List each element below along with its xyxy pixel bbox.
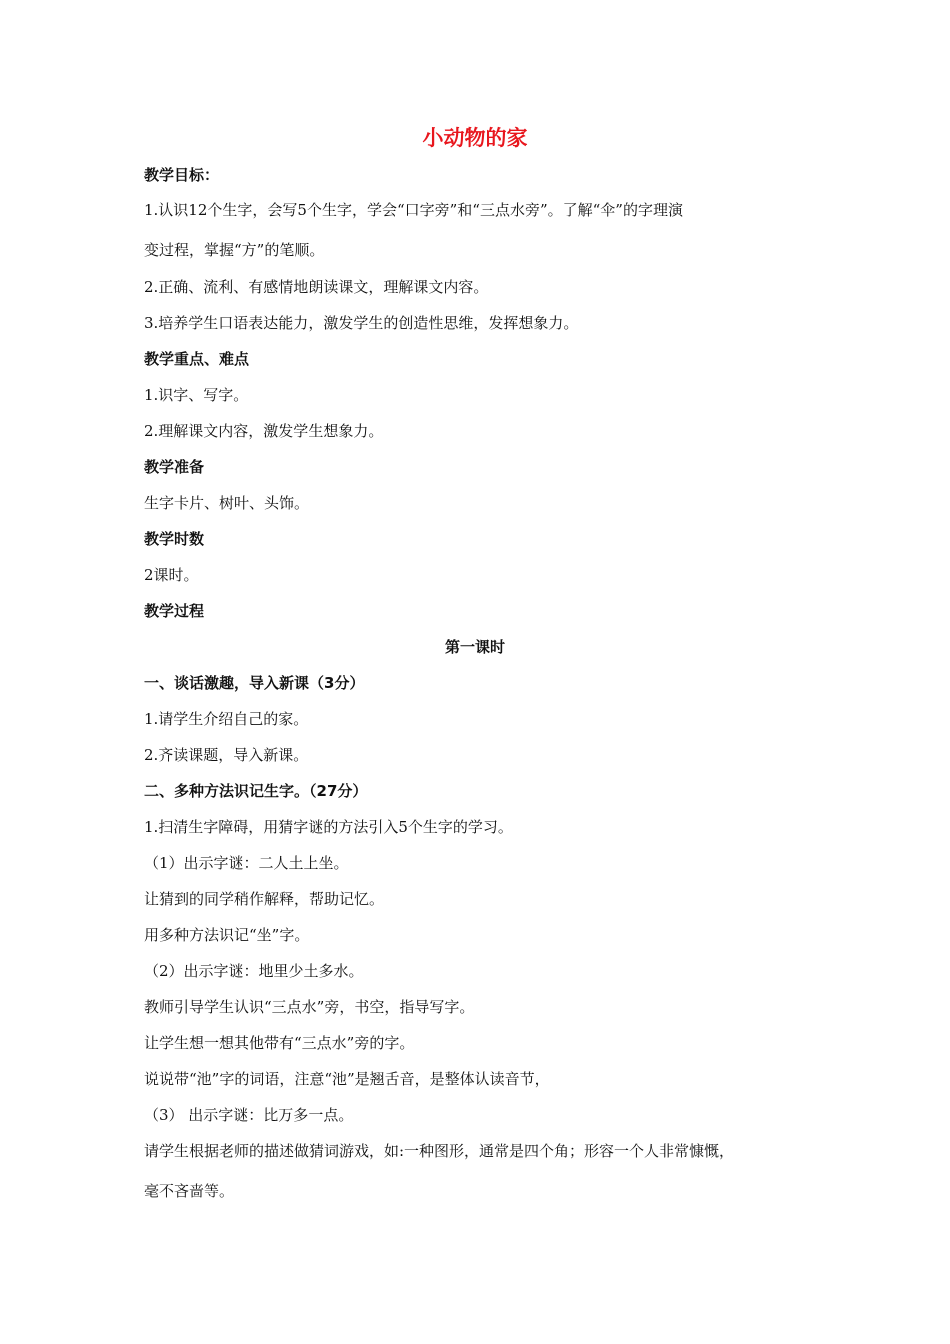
- heading-objectives: 教学目标：: [144, 166, 220, 184]
- paragraph: 1.扫清生字障碍，用猜字谜的方法引入5个生字的学习。: [144, 818, 513, 836]
- heading-process: 教学过程: [144, 602, 205, 620]
- paragraph: 教师引导学生认识“三点水”旁，书空，指导写字。: [144, 998, 475, 1016]
- paragraph: 让猜到的同学稍作解释，帮助记忆。: [144, 890, 385, 908]
- paragraph: 让学生想一想其他带有“三点水”旁的字。: [144, 1034, 415, 1052]
- paragraph: 生字卡片、树叶、头饰。: [144, 494, 310, 512]
- heading-preparation: 教学准备: [144, 458, 205, 476]
- paragraph: 2.理解课文内容，激发学生想象力。: [144, 422, 384, 440]
- paragraph: 3.培养学生口语表达能力，激发学生的创造性思维，发挥想象力。: [144, 314, 579, 332]
- paragraph: 2课时。: [144, 566, 199, 584]
- paragraph: 请学生根据老师的描述做猜词游戏，如:一种图形，通常是四个角；形容一个人非常慷慨，: [144, 1142, 735, 1160]
- paragraph: （3） 出示字谜：比万多一点。: [144, 1106, 354, 1124]
- paragraph: 变过程，掌握“方”的笔顺。: [144, 241, 325, 259]
- document-title: 小动物的家: [422, 126, 528, 150]
- heading-class-hours: 教学时数: [144, 530, 205, 548]
- paragraph: 1.识字、写字。: [144, 386, 249, 404]
- paragraph: （2）出示字谜：地里少土多水。: [144, 962, 364, 980]
- paragraph: 2.齐读课题，导入新课。: [144, 746, 309, 764]
- paragraph: （1）出示字谜：二人土上坐。: [144, 854, 349, 872]
- section-heading: 二、多种方法识记生字。（27分）: [144, 782, 368, 800]
- heading-first-lesson: 第一课时: [444, 638, 505, 656]
- section-heading: 一、谈话激趣，导入新课（3分）: [144, 674, 365, 692]
- paragraph: 2.正确、流利、有感情地朗读课文，理解课文内容。: [144, 278, 489, 296]
- paragraph: 说说带“池”字的词语，注意“池”是翘舌音，是整体认读音节，: [144, 1070, 550, 1088]
- paragraph: 1.认识12个生字，会写5个生字，学会“口字旁”和“三点水旁”。了解“伞”的字理演: [144, 201, 683, 219]
- paragraph: 1.请学生介绍自己的家。: [144, 710, 309, 728]
- paragraph: 用多种方法识记“坐”字。: [144, 926, 310, 944]
- heading-key-points: 教学重点、难点: [144, 350, 250, 368]
- paragraph: 毫不吝啬等。: [144, 1182, 235, 1200]
